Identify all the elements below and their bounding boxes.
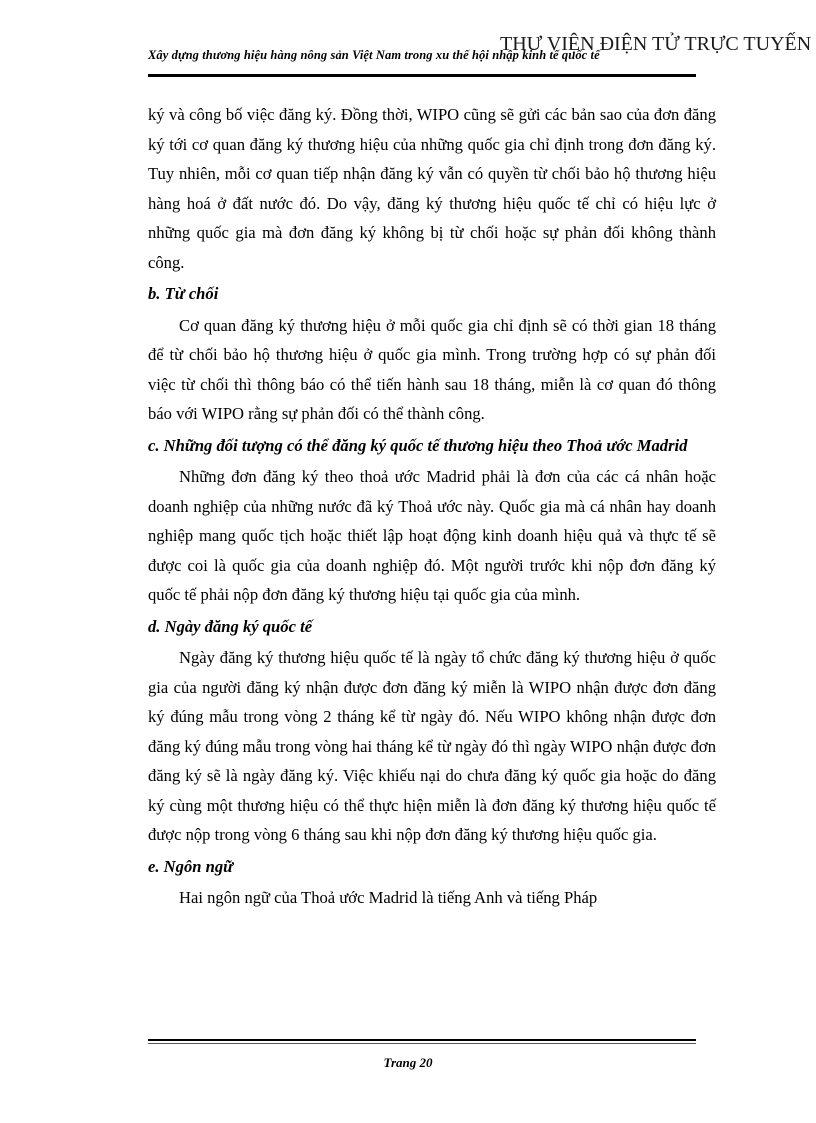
heading-doi-tuong: c. Những đối tượng có thể đăng ký quốc tế thương hiệu theo Thoả ước Madrid bbox=[148, 435, 688, 455]
paragraph-intro: ký và công bố việc đăng ký. Đồng thời, WIPO cũng sẽ gửi các bản sao của đơn đăng ký tới cơ quan đăng ký thương hiệu của những quốc gia chỉ định trong đơn đăng ký. Tuy nhiên, mỗi cơ quan tiếp nhận đăng ký vẫn có quyền từ chối bảo hộ thương hiệu hàng hoá ở đất nước đó. Do vậy, đăng ký thương hiệu quốc tế chỉ có hiệu lực ở những quốc gia mà đơn đăng ký không bị từ chối hoặc sự phản đối không thành công. bbox=[148, 105, 716, 272]
page-number: Trang 20 bbox=[383, 1055, 433, 1070]
document-body bbox=[148, 100, 716, 913]
header-title: Xây dựng thương hiệu hàng nông sản Việt Nam trong xu thế hội nhập kinh tế quốc tế bbox=[148, 48, 600, 62]
heading-ngon-ngu: e. Ngôn ngữ bbox=[148, 856, 234, 876]
paragraph-doi-tuong: Những đơn đăng ký theo thoả ước Madrid phải là đơn của các cá nhân hoặc doanh nghiệp của những nước đã ký Thoả ước này. Quốc gia mà cá nhân hay doanh nghiệp mang quốc tịch hoặc thiết lập hoạt động kinh doanh hiệu quả và thực tế sẽ được coi là quốc gia của doanh nghiệp đó. Một người trước khi nộp đơn đăng ký quốc tế phải nộp đơn đăng ký thương hiệu tại quốc gia của mình. bbox=[148, 467, 716, 604]
footer-divider bbox=[148, 1039, 696, 1041]
footer-divider-secondary bbox=[148, 1043, 696, 1044]
header-divider bbox=[148, 74, 696, 77]
watermark-text: THƯ VIỆN ĐIỆN TỬ TRỰC TUYẾN bbox=[500, 33, 812, 55]
paragraph-ngon-ngu: Hai ngôn ngữ của Thoả ước Madrid là tiếng Anh và tiếng Pháp bbox=[179, 888, 598, 907]
heading-tu-choi: b. Từ chối bbox=[148, 284, 219, 303]
paragraph-ngay-dang-ky: Ngày đăng ký thương hiệu quốc tế là ngày tổ chức đăng ký thương hiệu ở quốc gia của người đăng ký nhận được đơn đăng ký miễn là WIPO nhận được đơn đăng ký đúng mẫu trong vòng 2 tháng kể từ ngày đó. Nếu WIPO không nhận được đơn đăng ký đúng mẫu trong vòng hai tháng kể từ ngày đó thì ngày WIPO nhận được đơn đăng ký sẽ là ngày đăng ký. Việc khiếu nại do chưa đăng ký quốc gia hoặc do đăng ký cùng một thương hiệu có thể thực hiện miễn là đơn đăng ký thương hiệu quốc tế được nộp trong vòng 6 tháng sau khi nộp đơn đăng ký thương hiệu quốc gia. bbox=[148, 648, 716, 844]
paragraph-tu-choi: Cơ quan đăng ký thương hiệu ở mỗi quốc gia chỉ định sẽ có thời gian 18 tháng để từ chối bảo hộ thương hiệu ở quốc gia mình. Trong trường hợp có sự phản đối việc từ chối thì thông báo có thể tiến hành sau 18 tháng, miễn là cơ quan đó thông báo với WIPO rằng sự phản đối có thể thành công. bbox=[148, 315, 716, 423]
heading-ngay-dang-ky: d. Ngày đăng ký quốc tế bbox=[148, 616, 313, 636]
